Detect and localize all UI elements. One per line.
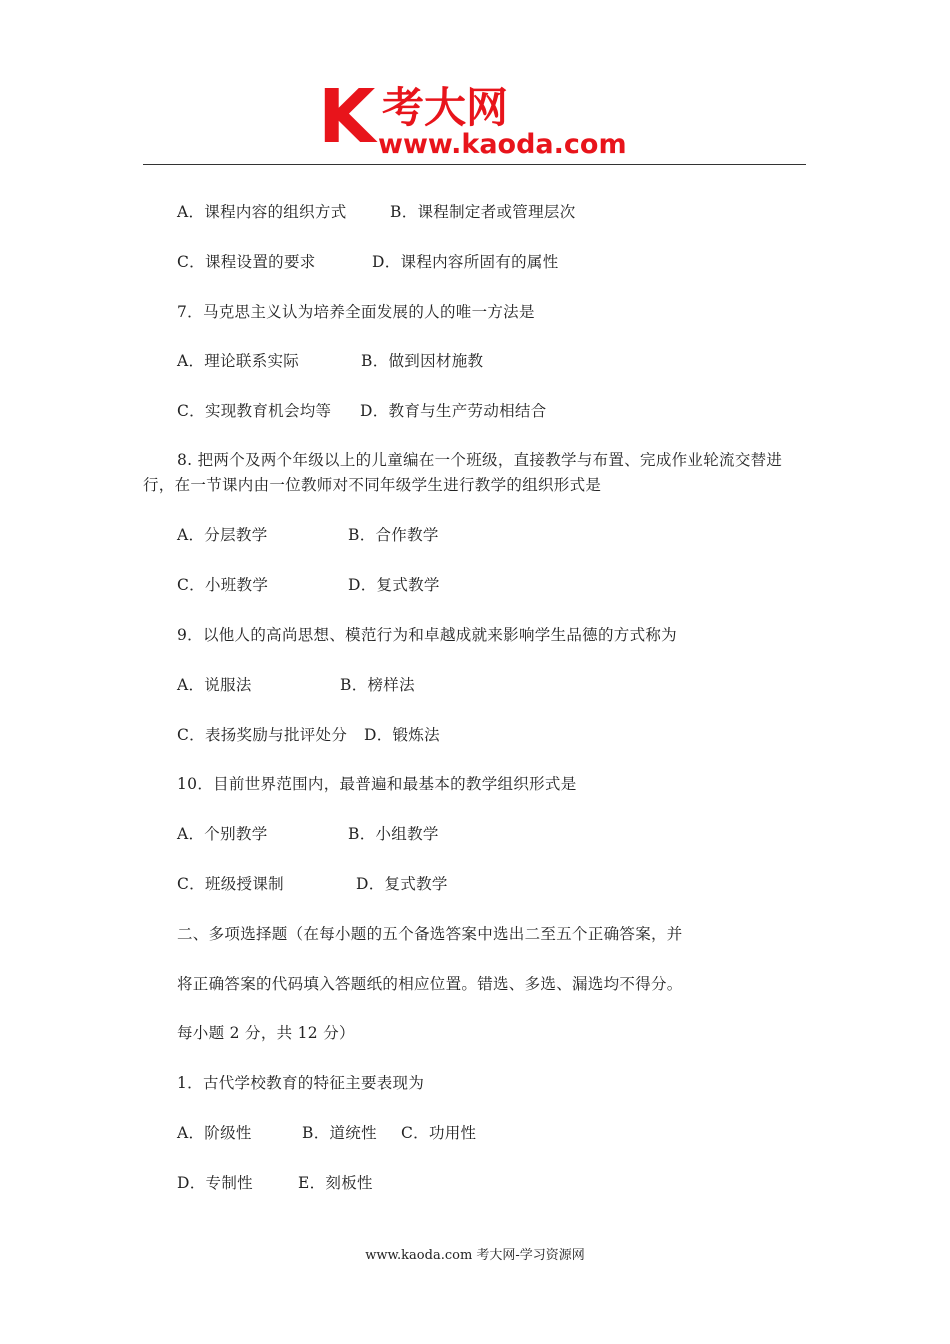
- section-2-heading-line1: 二、多项选择题（在每小题的五个备选答案中选出二至五个正确答案，并: [177, 925, 683, 943]
- q8-option-a: A．分层教学: [177, 526, 268, 544]
- kaoda-logo: [318, 80, 638, 160]
- q10-option-d: D．复式教学: [356, 875, 448, 893]
- question-9: 9．以他人的高尚思想、模范行为和卓越成就来影响学生品德的方式称为: [177, 626, 677, 644]
- q7-option-d: D．教育与生产劳动相结合: [360, 402, 547, 420]
- q6-option-b: B．课程制定者或管理层次: [390, 203, 576, 221]
- question-10: 10．目前世界范围内，最普遍和最基本的教学组织形式是: [177, 775, 577, 793]
- question-8: 8. 把两个及两个年级以上的儿童编在一个班级，直接教学与布置、完成作业轮流交替进行，在一节课内由一位教师对不同年级学生进行教学的组织形式是: [143, 451, 783, 494]
- logo-chinese: 考大网: [382, 83, 509, 132]
- logo-url: www.kaoda.com: [378, 129, 627, 160]
- question-7: 7．马克思主义认为培养全面发展的人的唯一方法是: [177, 303, 535, 321]
- q10-option-b: B．小组教学: [348, 825, 439, 843]
- m1-option-c: C．功用性: [401, 1124, 477, 1142]
- page-footer: www.kaoda.com 考大网-学习资源网: [365, 1248, 585, 1263]
- q9-option-c: C．表扬奖励与批评处分: [177, 726, 348, 744]
- q9-option-d: D．锻炼法: [364, 726, 440, 744]
- header-rule: [143, 164, 806, 165]
- q7-option-c: C．实现教育机会均等: [177, 402, 332, 420]
- section-2-heading-line2: 将正确答案的代码填入答题纸的相应位置。错选、多选、漏选均不得分。: [177, 975, 683, 993]
- m1-option-b: B．道统性: [302, 1124, 377, 1142]
- m1-option-e: E．刻板性: [298, 1174, 373, 1192]
- q6-option-d: D．课程内容所固有的属性: [372, 253, 559, 271]
- q10-option-c: C．班级授课制: [177, 875, 284, 893]
- q6-option-a: A．课程内容的组织方式: [177, 203, 347, 221]
- logo-graphic: [318, 80, 638, 160]
- q9-option-b: B．榜样法: [340, 676, 415, 694]
- q6-option-c: C．课程设置的要求: [177, 253, 316, 271]
- q7-option-b: B．做到因材施教: [361, 352, 484, 370]
- logo-k: K: [318, 80, 376, 160]
- q9-option-a: A．说服法: [177, 676, 252, 694]
- multi-question-1: 1．古代学校教育的特征主要表现为: [177, 1074, 425, 1092]
- q8-option-c: C．小班教学: [177, 576, 269, 594]
- q8-option-b: B．合作教学: [348, 526, 439, 544]
- q10-option-a: A．个别教学: [177, 825, 268, 843]
- q8-option-d: D．复式教学: [348, 576, 440, 594]
- m1-option-d: D．专制性: [177, 1174, 253, 1192]
- section-2-heading-line3: 每小题 2 分，共 12 分）: [177, 1024, 355, 1042]
- q7-option-a: A．理论联系实际: [177, 352, 300, 370]
- m1-option-a: A．阶级性: [177, 1124, 252, 1142]
